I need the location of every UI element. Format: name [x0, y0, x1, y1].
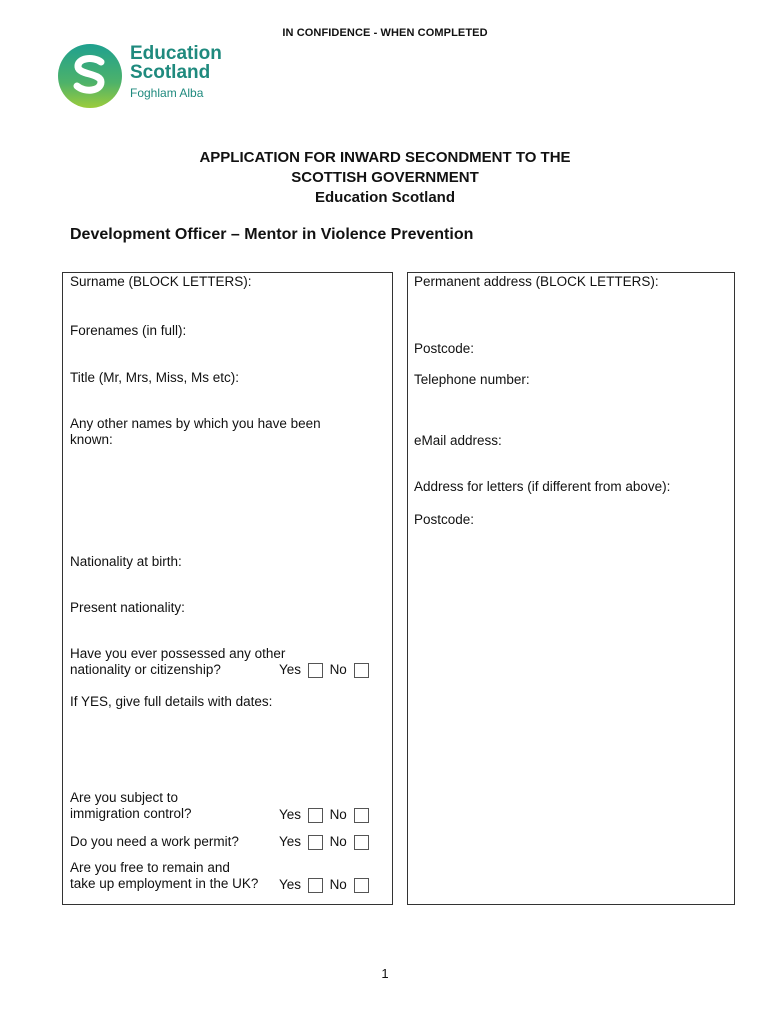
page-number: 1	[381, 966, 389, 981]
no-label: No	[329, 662, 347, 677]
telephone-label: Telephone number:	[414, 372, 530, 387]
free-to-remain-label	[70, 860, 258, 892]
postcode-label: Postcode:	[414, 341, 475, 356]
other-nationality-label	[70, 646, 285, 678]
confidentiality-header: IN CONFIDENCE - WHEN COMPLETED	[282, 27, 488, 39]
logo-text	[130, 44, 222, 101]
free-line1: Are you free to remain and	[70, 860, 230, 875]
other-names-line1: Any other names by which you have been	[70, 416, 321, 431]
other-nationality-line2: nationality or citizenship?	[70, 662, 221, 677]
forenames-label: Forenames (in full):	[70, 323, 187, 338]
logo-line1: Education	[130, 43, 222, 64]
immigration-options	[279, 807, 369, 823]
immigration-yes-checkbox[interactable]	[308, 808, 323, 823]
immigration-no-checkbox[interactable]	[354, 808, 369, 823]
yes-label: Yes	[279, 807, 302, 822]
work-permit-options	[279, 834, 369, 850]
education-scotland-logo-icon	[57, 44, 127, 110]
letters-address-label: Address for letters (if different from above):	[414, 479, 671, 494]
other-nationality-line1: Have you ever possessed any other	[70, 646, 286, 661]
immigration-line2: immigration control?	[70, 806, 192, 821]
nationality-birth-label: Nationality at birth:	[70, 554, 182, 569]
permanent-address-label: Permanent address (BLOCK LETTERS):	[414, 274, 659, 289]
letters-postcode-label: Postcode:	[414, 512, 475, 527]
immigration-label	[70, 790, 192, 822]
if-yes-label: If YES, give full details with dates:	[70, 694, 273, 709]
other-nationality-no-checkbox[interactable]	[354, 663, 369, 678]
email-label: eMail address:	[414, 433, 502, 448]
other-names-label	[70, 416, 321, 448]
yes-label: Yes	[279, 877, 302, 892]
title-line2: SCOTTISH GOVERNMENT	[291, 169, 479, 186]
logo-line2: Scotland	[130, 62, 211, 83]
yes-label: Yes	[279, 834, 302, 849]
title-line3: Education Scotland	[314, 189, 455, 206]
work-permit-label: Do you need a work permit?	[70, 834, 239, 849]
other-nationality-yes-checkbox[interactable]	[308, 663, 323, 678]
immigration-line1: Are you subject to	[70, 790, 179, 805]
no-label: No	[329, 807, 347, 822]
work-permit-yes-checkbox[interactable]	[308, 835, 323, 850]
present-nationality-label: Present nationality:	[70, 600, 185, 615]
free-to-remain-options	[279, 877, 369, 893]
surname-label: Surname (BLOCK LETTERS):	[70, 274, 252, 289]
logo-line3: Foghlam Alba	[130, 86, 204, 100]
work-permit-no-checkbox[interactable]	[354, 835, 369, 850]
no-label: No	[329, 834, 347, 849]
free-to-remain-yes-checkbox[interactable]	[308, 878, 323, 893]
other-names-line2: known:	[70, 432, 113, 447]
contact-details-box	[407, 272, 735, 905]
other-nationality-options	[279, 662, 369, 678]
job-title: Development Officer – Mentor in Violence Prevention	[70, 226, 474, 243]
page-title	[0, 148, 770, 208]
title-line1: APPLICATION FOR INWARD SECONDMENT TO THE	[199, 149, 571, 166]
free-to-remain-no-checkbox[interactable]	[354, 878, 369, 893]
no-label: No	[329, 877, 347, 892]
yes-label: Yes	[279, 662, 302, 677]
title-label: Title (Mr, Mrs, Miss, Ms etc):	[70, 370, 239, 385]
free-line2: take up employment in the UK?	[70, 876, 259, 891]
